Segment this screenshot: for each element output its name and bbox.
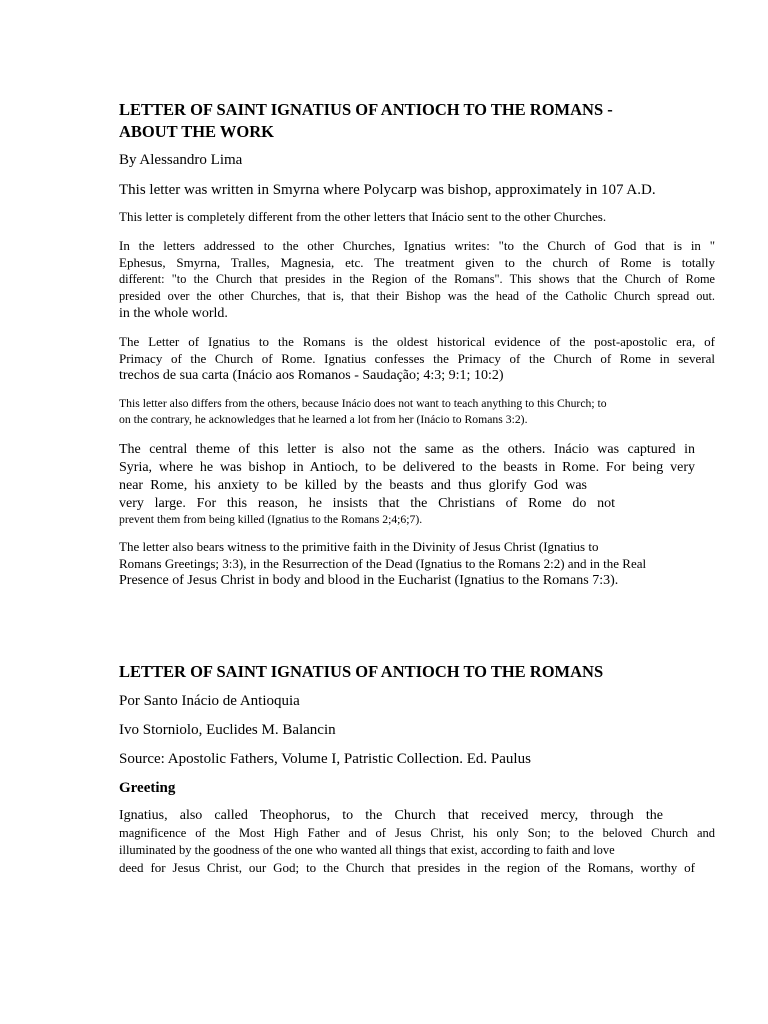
greeting-heading: Greeting bbox=[119, 780, 176, 796]
paragraph-line: illuminated by the goodness of the one who wanted all things that exist, according to faith and love bbox=[119, 843, 615, 857]
paragraph-line: Romans Greetings; 3:3), in the Resurrection of the Dead (Ignatius to the Romans 2:2) and in the Real bbox=[119, 556, 647, 571]
paragraph-teaching bbox=[119, 396, 715, 428]
paragraph-origin: This letter was written in Smyrna where Polycarp was bishop, approximately in 107 A.D. bbox=[119, 182, 656, 198]
paragraph-line: near Rome, his anxiety to be killed by the beasts and thus glorify God was bbox=[119, 478, 587, 493]
paragraph-line: Primacy of the Church of Rome. Ignatius confesses the Primacy of the Church of Rome in several bbox=[119, 351, 715, 366]
paragraph-line: in the whole world. bbox=[119, 306, 228, 321]
about-title-line-2: ABOUT THE WORK bbox=[119, 122, 274, 141]
paragraph-line: trechos de sua carta (Inácio aos Romanos - Saudação; 4:3; 9:1; 10:2) bbox=[119, 368, 504, 383]
paragraph-line: deed for Jesus Christ, our God; to the Church that presides in the region of the Romans, worthy of bbox=[119, 860, 695, 875]
paragraph-line: on the contrary, he acknowledges that he learned a lot from her (Inácio to Romans 3:2). bbox=[119, 413, 528, 426]
paragraph-line: This letter also differs from the others, because Inácio does not want to teach anything to this Church; to bbox=[119, 397, 607, 410]
letter-title: LETTER OF SAINT IGNATIUS OF ANTIOCH TO THE ROMANS bbox=[119, 662, 604, 681]
paragraph-witness bbox=[119, 538, 679, 590]
paragraph-line: magnificence of the Most High Father and of Jesus Christ, his only Son; to the beloved Church and bbox=[119, 826, 715, 840]
letter-source: Source: Apostolic Fathers, Volume I, Patristic Collection. Ed. Paulus bbox=[119, 751, 531, 767]
paragraph-line: prevent them from being killed (Ignatius to the Romans 2;4;6;7). bbox=[119, 513, 423, 526]
letter-by-line: Por Santo Inácio de Antioquia bbox=[119, 693, 300, 709]
paragraph-line: Syria, where he was bishop in Antioch, to be delivered to the beasts in Rome. For being very bbox=[119, 460, 695, 475]
paragraph-line: The central theme of this letter is also not the same as the others. Inácio was captured in bbox=[119, 442, 695, 457]
author-line: By Alessandro Lima bbox=[119, 152, 243, 168]
letter-translators: Ivo Storniolo, Euclides M. Balancin bbox=[119, 722, 336, 738]
paragraph-primacy bbox=[119, 333, 715, 385]
paragraph-line: Ignatius, also called Theophorus, to the Church that received mercy, through the bbox=[119, 808, 663, 823]
greeting-paragraph bbox=[119, 807, 715, 876]
paragraph-line: Ephesus, Smyrna, Tralles, Magnesia, etc. The treatment given to the church of Rome is totally bbox=[119, 255, 715, 270]
about-title bbox=[119, 99, 715, 143]
paragraph-line: In the letters addressed to the other Churches, Ignatius writes: "to the Church of God that is in " bbox=[119, 238, 715, 253]
paragraph-central-theme bbox=[119, 441, 695, 527]
paragraph-line: The Letter of Ignatius to the Romans is the oldest historical evidence of the post-apostolic era, of bbox=[119, 334, 715, 349]
paragraph-difference: This letter is completely different from the other letters that Inácio sent to the other Churches. bbox=[119, 209, 607, 224]
paragraph-line: different: "to the Church that presides in the Region of the Romans". This shows that the Church of Rome bbox=[119, 272, 715, 286]
paragraph-line: presided over the other Churches, that is, that their Bishop was the head of the Catholic Church spread out. bbox=[119, 289, 715, 303]
paragraph-line: Presence of Jesus Christ in body and blood in the Eucharist (Ignatius to the Romans 7:3). bbox=[119, 573, 619, 588]
paragraph-line: very large. For this reason, he insists that the Christians of Rome do not bbox=[119, 496, 615, 511]
about-title-line-1: LETTER OF SAINT IGNATIUS OF ANTIOCH TO THE ROMANS - bbox=[119, 100, 613, 119]
paragraph-line: The letter also bears witness to the primitive faith in the Divinity of Jesus Christ (Ignatius to bbox=[119, 539, 599, 554]
paragraph-address bbox=[119, 237, 715, 323]
